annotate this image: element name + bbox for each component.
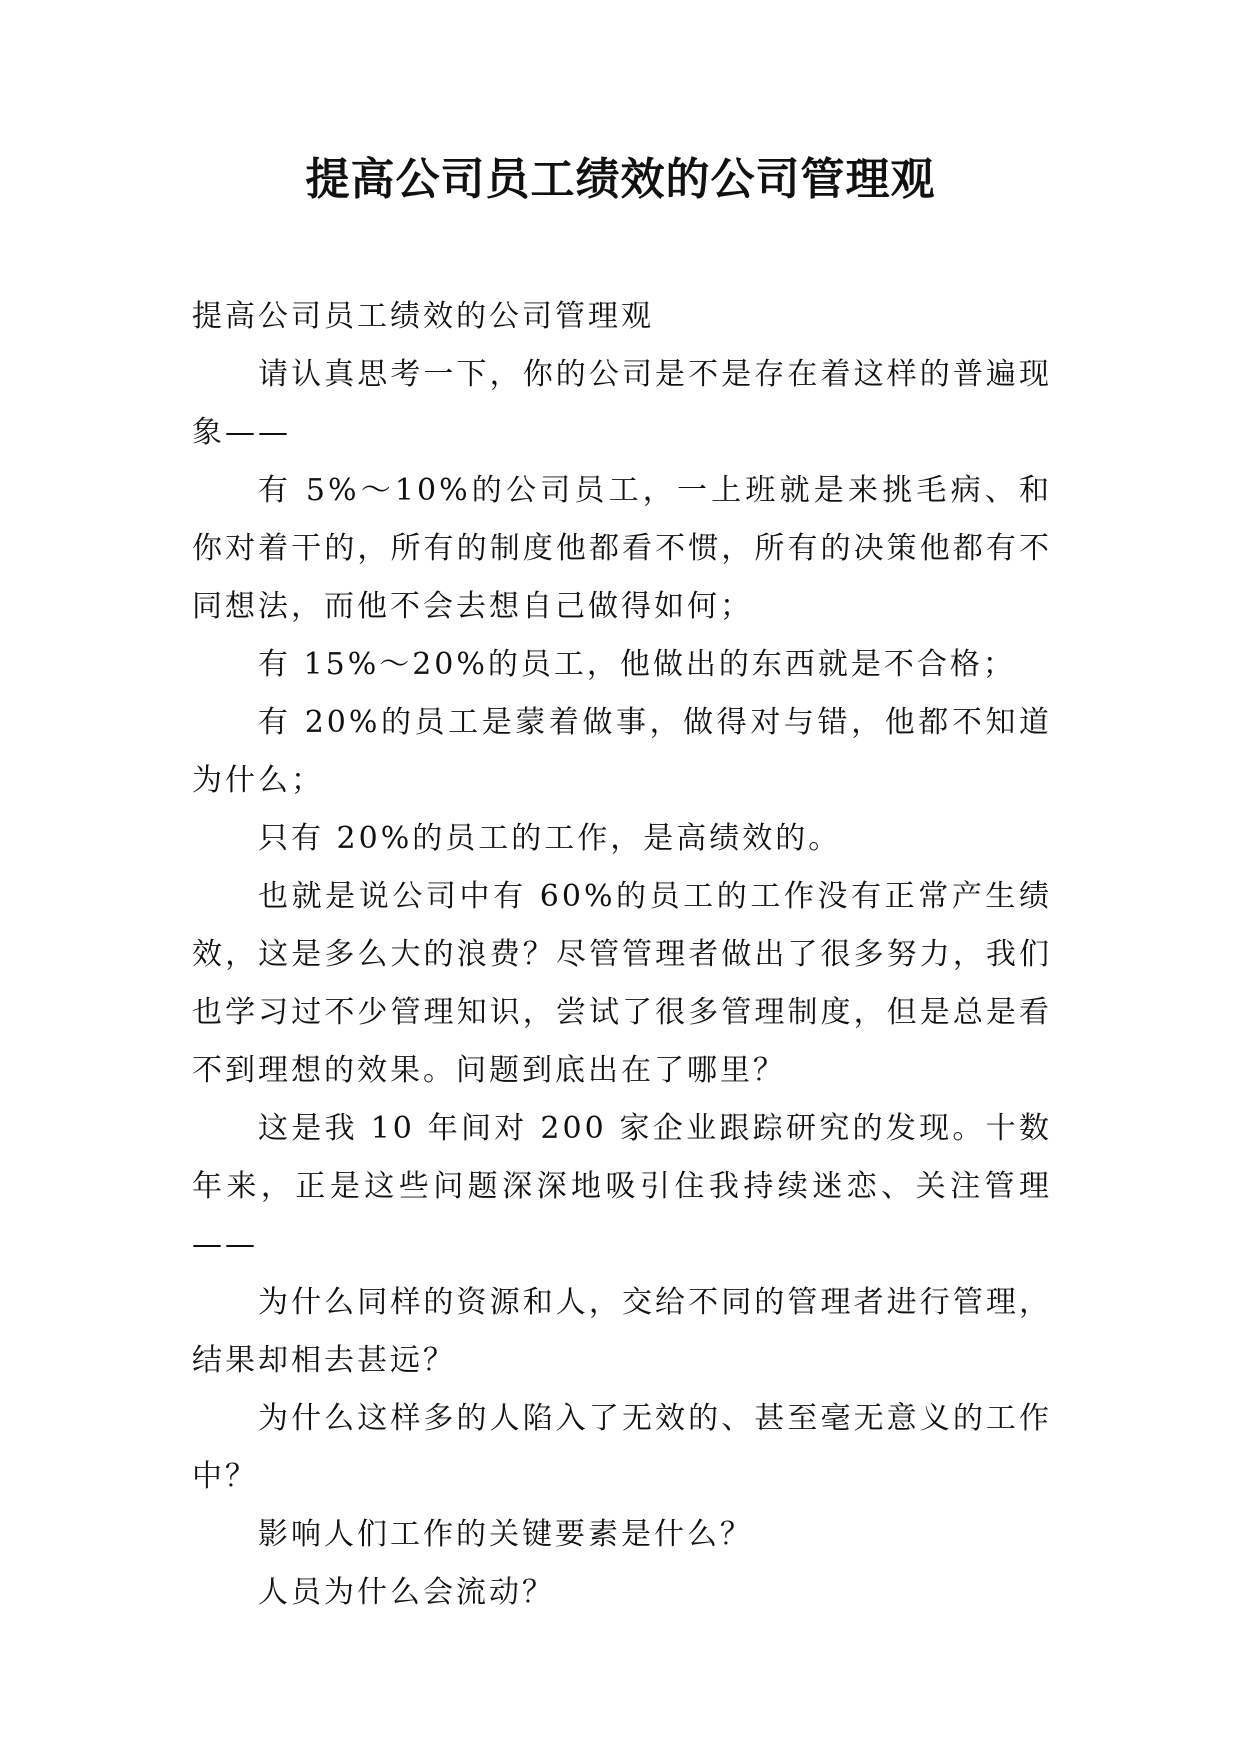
paragraph: 为什么这样多的人陷入了无效的、甚至毫无意义的工作中？ [192,1401,1052,1494]
paragraph: 请认真思考一下，你的公司是不是存在着这样的普遍现象—— [192,357,1052,450]
paragraph: 也就是说公司中有 60%的员工的工作没有正常产生绩效，这是多么大的浪费？尽管管理者做出了很多努力，我们也学习过不少管理知识，尝试了很多管理制度，但是总是看不到理想的效果。问题到底出在了哪里？ [192,879,1052,1088]
paragraph: 有 5%～10%的公司员工，一上班就是来挑毛病、和你对着干的，所有的制度他都看不惯，所有的决策他都有不同想法，而他不会去想自己做得如何； [192,473,1052,624]
paragraph: 这是我 10 年间对 200 家企业跟踪研究的发现。十数年来，正是这些问题深深地吸引住我持续迷恋、关注管理—— [192,1111,1052,1262]
document-body [192,288,1052,1622]
paragraph: 影响人们工作的关键要素是什么？ [258,1517,753,1552]
document-title: 提高公司员工绩效的公司管理观 [305,154,936,205]
paragraph: 为什么同样的资源和人，交给不同的管理者进行管理，结果却相去甚远？ [192,1285,1052,1378]
paragraph: 人员为什么会流动？ [258,1575,555,1610]
paragraph: 有 15%～20%的员工，他做出的东西就是不合格； [258,647,1016,682]
paragraph: 只有 20%的员工的工作，是高绩效的。 [258,821,842,856]
paragraph: 有 20%的员工是蒙着做事，做得对与错，他都不知道为什么； [192,705,1052,798]
paragraph-subtitle: 提高公司员工绩效的公司管理观 [192,299,654,334]
